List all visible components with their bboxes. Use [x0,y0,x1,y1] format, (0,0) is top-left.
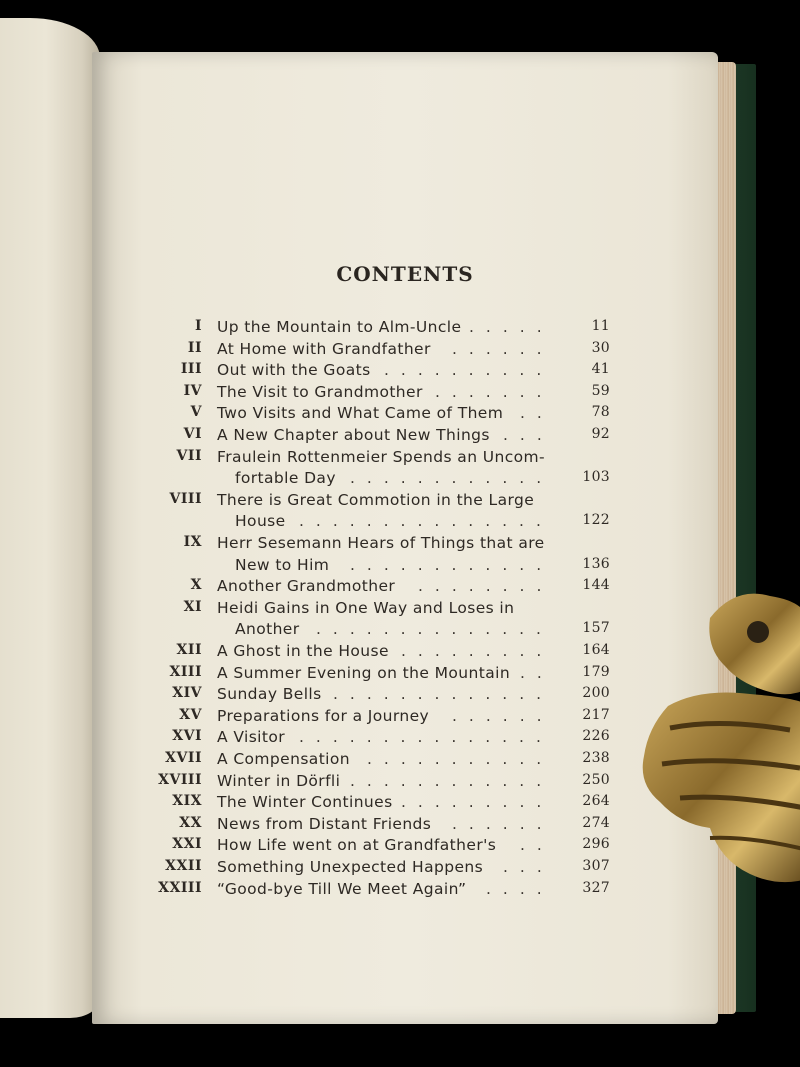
page-number: 157 [582,620,610,637]
toc-entry-line [150,793,610,814]
page-number: 238 [582,750,610,766]
chapter-title: News from Distant Friends [217,814,432,833]
toc-entry-line [150,815,610,836]
dot-leader: ....... [435,382,554,401]
chapter-number: XVI [172,728,202,745]
dot-leader: ......... [401,642,554,660]
toc-entry-line [150,491,610,512]
chapter-title: Two Visits and What Came of Them [217,404,504,423]
chapter-number: XIX [172,793,202,810]
page-number: 307 [582,858,610,874]
chapter-number: XIII [169,663,202,680]
page-number: 250 [582,771,610,788]
toc-entry-line [150,707,610,728]
chapter-title: A New Chapter about New Things [217,426,490,444]
toc-entry-line [150,534,610,555]
page-number: 78 [591,404,610,421]
page-number: 274 [582,814,610,831]
toc-entry-line [150,577,610,598]
chapter-number: VII [176,447,202,464]
dot-leader: .... [486,879,554,898]
page-number: 144 [582,577,610,594]
dot-leader: ........ [418,577,554,596]
dot-leader: ... [503,858,554,876]
toc-entry-line [150,599,610,620]
page-number: 200 [582,685,610,702]
chapter-number: XV [179,706,202,723]
toc-entry-line [150,620,610,641]
chapter-number: VI [183,426,202,442]
chapter-number: V [190,404,202,421]
dot-leader: ............... [299,512,553,531]
toc-entry-line [150,426,610,447]
chapter-title: House [235,512,286,531]
chapter-number: XVII [165,750,202,766]
chapter-number: II [187,339,202,356]
toc-entry-line [150,340,610,361]
dot-leader: ............... [299,728,553,747]
chapter-title: New to Him [235,555,330,574]
toc-entry-line [150,728,610,749]
page-number: 30 [591,339,610,356]
chapter-title: A Visitor [217,728,286,747]
toc-entry-line [150,404,610,425]
dot-leader: ........... [367,750,554,768]
chapter-title: fortable Day [235,469,336,488]
page-number: 136 [582,555,610,572]
toc-entry-line [150,318,610,339]
toc-entry-line [150,469,610,490]
chapter-title: The Visit to Grandmother [217,382,423,401]
dot-leader: .......... [384,361,554,380]
dot-leader: .. [520,836,554,855]
chapter-number: X [190,577,202,594]
dot-leader: ......... [401,793,554,812]
toc-entry-line [150,512,610,533]
chapter-number: XXI [172,836,202,853]
page-number: 264 [582,793,610,810]
chapter-number: IV [183,382,202,399]
dot-leader: ...... [452,339,554,358]
page-number: 122 [582,512,610,529]
page-number: 217 [582,706,610,723]
dot-leader: ...... [452,814,554,833]
chapter-title: Herr Sesemann Hears of Things that are [217,534,545,552]
page-number: 296 [582,836,610,853]
chapter-number: XIV [172,685,202,702]
chapter-title: A Compensation [217,750,350,768]
chapter-title: “Good-bye Till We Meet Again” [217,879,467,898]
page-number: 164 [582,642,610,658]
dot-leader: .............. [316,620,553,639]
dot-leader: ............ [350,469,554,488]
dot-leader: ............ [350,555,554,574]
toc-entry-line [150,750,610,771]
chapter-number: XXIII [158,879,202,896]
toc-entry-line [150,361,610,382]
chapter-number: IX [183,534,202,550]
chapter-title: Out with the Goats [217,361,371,380]
toc-entry-line [150,685,610,706]
contents-heading: CONTENTS [336,262,474,286]
chapter-title: A Summer Evening on the Mountain [217,663,511,682]
chapter-title: Up the Mountain to Alm-Uncle [217,318,462,336]
toc-entry-line [150,556,610,577]
chapter-title: The Winter Continues [217,793,393,812]
page-number: 327 [582,879,610,896]
chapter-number: XXII [165,858,202,874]
chapter-title: Winter in Dörfli [217,771,341,790]
toc-entry-line [150,858,610,879]
toc-entry-line [150,383,610,404]
toc-entry-line [150,880,610,901]
chapter-title: Heidi Gains in One Way and Loses in [217,598,515,617]
page-number: 226 [582,728,610,745]
chapter-number: XX [179,814,202,831]
dot-leader: ...... [452,706,554,725]
dot-leader: ............ [350,771,554,790]
chapter-title: At Home with Grandfather [217,339,431,358]
chapter-title: Another [235,620,300,639]
dot-leader: ..... [469,318,554,336]
dot-leader: .. [520,404,554,423]
dot-leader: ............. [333,685,554,704]
page-number: 92 [591,426,610,442]
chapter-number: VIII [169,490,202,507]
page-number: 103 [582,469,610,486]
chapter-number: III [180,361,202,378]
chapter-title: How Life went on at Grandfather's [217,836,497,855]
toc-entry-line [150,664,610,685]
chapter-title: Sunday Bells [217,685,322,704]
chapter-title: Something Unexpected Happens [217,858,484,876]
page-number: 59 [591,382,610,399]
toc-entry-line [150,836,610,857]
toc-entry-line [150,448,610,469]
page-number: 179 [582,663,610,680]
chapter-number: XII [176,642,202,658]
chapter-title: A Ghost in the House [217,642,389,660]
chapter-title: There is Great Commotion in the Large [217,490,535,509]
chapter-title: Fraulein Rottenmeier Spends an Uncom- [217,447,546,466]
chapter-title: Preparations for a Journey [217,706,430,725]
toc-entry-line [150,772,610,793]
dot-leader: .. [520,663,554,682]
page-number: 11 [591,318,610,334]
chapter-number: XI [183,598,202,615]
dot-leader: ... [503,426,554,444]
chapter-number: I [194,318,202,334]
toc-entry-line [150,642,610,663]
chapter-number: XVIII [158,771,202,788]
page-number: 41 [591,361,610,378]
chapter-title: Another Grandmother [217,577,396,596]
